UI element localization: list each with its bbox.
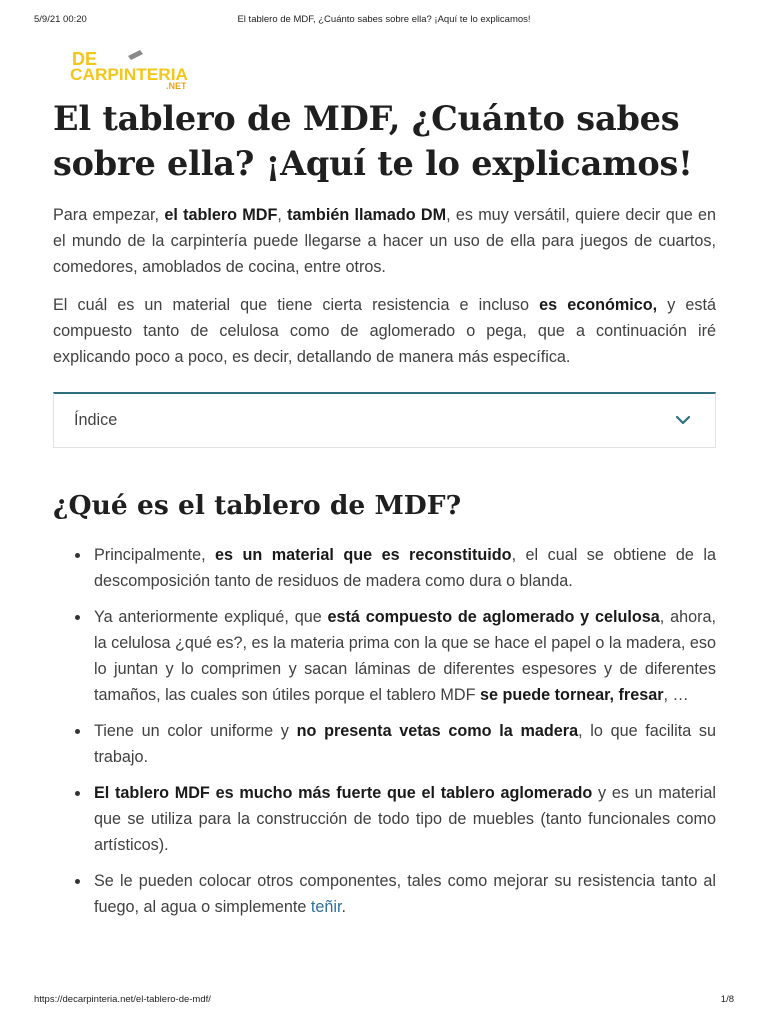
table-of-contents[interactable]: [53, 392, 716, 448]
logo-line1: DE: [72, 49, 98, 69]
list-item: Ya anteriormente expliqué, que está compuesto de aglomerado y celulosa, ahora, la celulosa ¿qué es?, es la materia prima con la que se hace el papel o la madera, eso lo juntan y lo comprimen y sacan láminas de diferentes espesores y de diferentes tamaños, las cuales son útiles porque el tablero MDF se puede tornear, fresar, …: [53, 604, 716, 708]
bullet-icon: [75, 729, 80, 734]
chevron-down-icon[interactable]: [675, 414, 691, 426]
second-paragraph: El cuál es un material que tiene cierta resistencia e incluso es económico, y está compuesto tanto de celulosa como de aglomerado o pega, que a continuación iré explicando poco a poco, es decir, detallando de manera más específica.: [53, 296, 717, 366]
print-title: El tablero de MDF, ¿Cuánto sabes sobre ella? ¡Aquí te lo explicamos!: [237, 14, 531, 25]
article: [53, 96, 716, 930]
list-item: Se le pueden colocar otros componentes, tales como mejorar su resistencia tanto al fuego, al agua o simplemente teñir.: [53, 868, 716, 920]
bullet-icon: [75, 879, 80, 884]
bullet-list: [53, 542, 716, 920]
print-footer: [0, 994, 768, 1008]
hammer-icon: [128, 50, 143, 60]
logo-mark: [70, 46, 200, 92]
list-item: El tablero MDF es mucho más fuerte que el tablero aglomerado y es un material que se utiliza para la construcción de todo tipo de muebles (tanto funcionales como artísticos).: [53, 780, 716, 858]
toc-label: Índice: [74, 411, 118, 429]
intro-paragraph: Para empezar, el tablero MDF, también llamado DM, es muy versátil, quiere decir que en el mundo de la carpintería puede llegarse a hacer un uso de ella para juegos de cuartos, comedores, amoblados de cocina, entre otros.: [53, 206, 716, 276]
bullet-icon: [75, 615, 80, 620]
tenir-link[interactable]: teñir: [310, 898, 342, 916]
logo-suffix: .NET: [166, 81, 187, 91]
section-heading: ¿Qué es el tablero de MDF?: [53, 490, 462, 521]
site-logo[interactable]: [70, 46, 200, 92]
bullet-icon: [75, 553, 80, 558]
list-item: Principalmente, es un material que es reconstituido, el cual se obtiene de la descomposición tanto de residuos de madera como dura o blanda.: [53, 542, 716, 594]
logo-line2: CARPINTERIA: [70, 65, 188, 84]
print-url: https://decarpinteria.net/el-tablero-de-mdf/: [34, 994, 211, 1005]
bullet-icon: [75, 791, 80, 796]
print-header: [0, 14, 768, 28]
print-date: 5/9/21 00:20: [34, 14, 87, 25]
page-number: 1/8: [720, 994, 734, 1005]
article-title: El tablero de MDF, ¿Cuánto sabes sobre ella? ¡Aquí te lo explicamos!: [53, 99, 693, 183]
list-item: Tiene un color uniforme y no presenta vetas como la madera, lo que facilita su trabajo.: [53, 718, 716, 770]
